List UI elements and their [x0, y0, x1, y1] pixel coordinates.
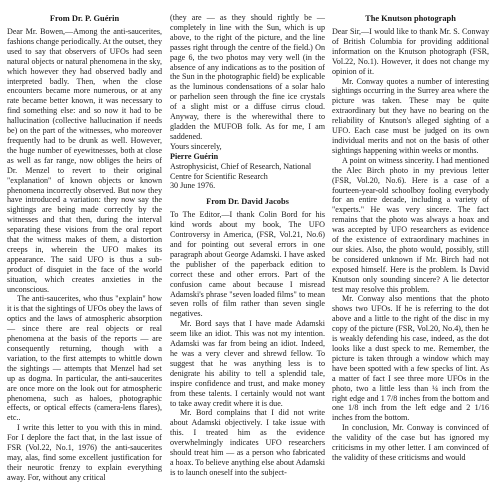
letter-paragraph: Mr. Bord complains that I did not write about Adamski objectively. I take issue with this. I treated him as the evidence overwhelmingly indicates UFO researchers should treat him — as a person who fabricated a hoax. To believe anything else about Adamski is to launch oneself into the subject- — [170, 408, 325, 477]
magazine-page — [7, 13, 493, 498]
letter-heading-knutson: The Knutson photograph — [365, 14, 456, 23]
letter-date: 30 June 1976. — [170, 181, 216, 191]
letter-paragraph: A point on witness sincerity. I had mentioned the Alec Birch photo in my previous letter (FSR, Vol.20, No.6). Here is a case of a fourteen-year-old schoolboy fooling everybody for an entire decade, including a variety of "experts." He was very sincere. The fact remains that the photo was always a hoax and was accepted by UFO researchers as evidence of the existence of extraordinary machines in our skies. Also, the photo would, possibly, still be considered unknown if Mr. Birch had not exposed himself. Here is the problem. Is David Knutson only sounding sincere? A lie detector test may resolve this problem. — [332, 155, 489, 294]
column-right — [332, 13, 489, 463]
column-left — [7, 13, 162, 483]
letter-closing: Yours sincerely, — [170, 141, 222, 151]
letter-heading-jacobs: From Dr. David Jacobs — [206, 197, 289, 207]
letter-signature-title: Astrophysicist, Chief of Research, National Centre for Scientific Research — [170, 161, 312, 181]
letter-paragraph: I write this letter to you with this in mind. For I deplore the fact that, in the last issue of FSR (Vol.22, No.1, 1976) the anti-saucerites may, alas, find some excellent justification for their neurotic frenzy to explain everything away. For, without any critical — [7, 423, 162, 482]
letter-heading-guerin: From Dr. P. Guérin — [49, 14, 120, 23]
letter-paragraph: Mr. Bord says that I have made Adamski seem like an idiot. This was not my intention. Adamski was far from being an idiot. Indeed, he was a very clever and shrewd fellow. To suggest that he was anything less is to denigrate his ability to tell a splendid tale, inspire confidence and trust, and make money from these talents. I certainly would not want to take away credit where it is due. — [170, 319, 325, 408]
letter-paragraph: Mr. Conway also mentions that the photo shows two UFOs. If he is referring to the dot above and a little to the right of the disc in my copy of the picture (FSR, Vol.20, No.4), then he is weakly defending his case, indeed, as the dot looks like a dust speck to me. Remember, the picture is taken through a window which may have been spotted with a few specks of lint. As a matter of fact I see three more UFOs in the photo, two a little less than ¼ inch from the right edge and 1 7/8 inches from the bottom and one 1/8 inch from the left edge and 2 1/16 inches from the bottom. — [332, 294, 489, 423]
letter-paragraph: The anti-saucerites, who thus "explain" how it is that the sightings of UFOs obey the laws of optics and the laws of atmospheric absorption — since there are real objects or real phenomena at the basis of the reports — are consequently returning, though with a variation, to the first attempts to whittle down the sightings — attempts that Menzel had set up as dogma. In particular, the anti-saucerites are once more on the look out for atmospheric phenomena, such as haloes, photographic effects, or optical effects (camera-lens flares), etc.. — [7, 294, 162, 423]
letter-paragraph: Dear Sir,—I would like to thank Mr. S. Conway of British Columbia for providing additional information on the Knutson photograph (FSR, Vol.22, No.1). However, it does not change my opinion of it. — [332, 27, 489, 76]
letter-paragraph: In conclusion, Mr. Conway is convinced of the validity of the case but has ignored my criticisms in my other letter. I am convinced of the validity of these criticisms and would — [332, 423, 489, 462]
letter-paragraph: Dear Mr. Bowen,—Among the anti-saucerites, fashions change periodically. At the outset, they used to say that observers of UFOs had seen natural objects or natural phenomena in the sky, which however they had observed badly and interpreted badly. Then, when the close encounters became more numerous, or at any rate became better known, it was necessary to find something else: and so now it had to be hallucination (collective hallucination if needs be) on the part of the witnesses, who moreover frequently had to be drunk as well. However, the huge number of eyewitnesses, both at close as well as far range, now obliges the heirs of Dr. Menzel to revert to their original "explanation" of known objects or known phenomena incorrectly observed. But now they have introduced a variation: they now say the sightings are being made correctly by the witnesses and that then, during the interval separating these visions from the oral report that the witness makes of them, a distortion creeps in, wherein the UFO makes its appearance. The said UFO is thus a sub-product of disquiet in the face of the world situation, which creates anxieties in the unconscious. — [7, 27, 163, 294]
letter-paragraph: Mr. Conway quotes a number of interesting sightings occurring in the Surrey area where the picture was taken. These may be quite extraordinary but they have no bearing on the reliability of Knutson's alleged sighting of a UFO. Each case must be judged on its own individual merits and not on the basis of other sightings happening within weeks or months. — [332, 76, 489, 155]
letter-signature-name: Pierre Guérin — [170, 151, 219, 161]
letter-paragraph: (they are — as they should rightly be — completely in line with the Sun, which is up above, to the right of the picture, and the line passes right through the centre of the field.) On page 6, the two photos may very well (in the absence of any indications as to the position of the Sun in the photographic field) be explicable as the luminous condensations of a solar halo or parhelion seen through the fine ice crystals of a slight mist or a diffuse cirrus cloud. Anyway, there is the wherewithal there to gladden the MUFOB folk. As for me, I am saddened. — [170, 13, 325, 141]
letter-paragraph: To The Editor,—I thank Colin Bord for his kind words about my book, The UFO Controversy in America, (FSR, Vol.21, No.6) and for pointing out several errors in one paragraph about George Adamski. I have asked the publisher of the paperback edition to correct these and other errors. Part of the confusion came about because I misread Adamski's phrase "seven loaded films" to mean seven rolls of film rather than seven single negatives. — [170, 210, 325, 319]
column-middle — [170, 13, 325, 478]
